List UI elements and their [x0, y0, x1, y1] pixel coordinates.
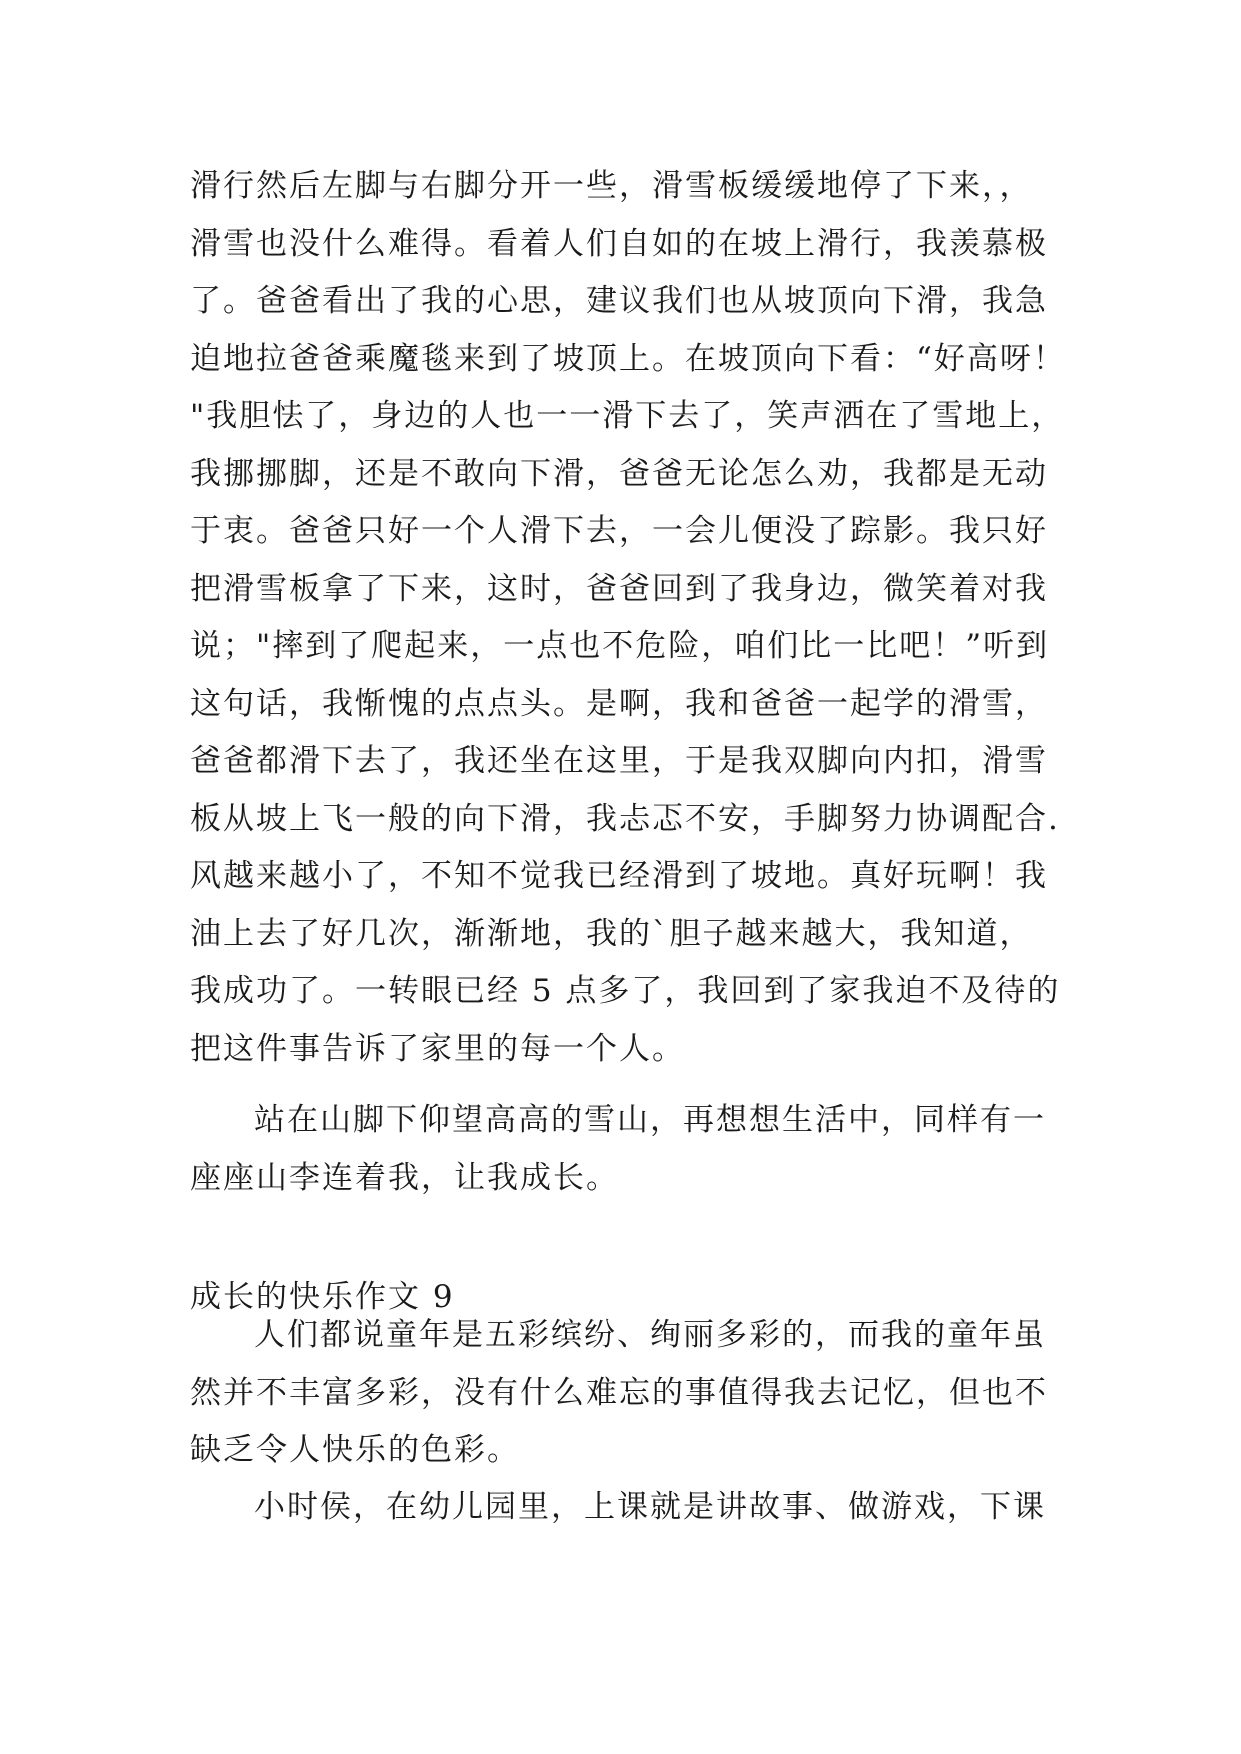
text-line: 了。爸爸看出了我的心思，建议我们也从坡顶向下滑，我急 [190, 283, 1048, 319]
paragraph-intro [190, 1307, 1070, 1480]
paragraph-childhood [190, 1479, 1070, 1537]
text-line: 小时侯，在幼儿园里，上课就是讲故事、做游戏，下课 [254, 1489, 1046, 1525]
text-line: 缺乏令人快乐的色彩。 [190, 1432, 520, 1468]
paragraph-continued [190, 158, 1070, 1078]
text-line: 座座山李连着我，让我成长。 [190, 1159, 619, 1196]
text-line: 风越来越小了，不知不觉我已经滑到了坡地。真好玩啊！我 [190, 858, 1048, 894]
section-heading-text: 成长的快乐作文 9 [190, 1279, 455, 1315]
text-line: 我挪挪脚，还是不敢向下滑，爸爸无论怎么劝，我都是无动 [190, 455, 1048, 492]
text-line: 然并不丰富多彩，没有什么难忘的事值得我去记忆，但也不 [190, 1374, 1048, 1411]
text-line: 滑雪也没什么难得。看着人们自如的在坡上滑行，我羡慕极 [190, 225, 1048, 262]
text-line: 说；"摔到了爬起来，一点也不危险，咱们比一比吧！”听到 [190, 628, 1050, 664]
text-line: 站在山脚下仰望高高的雪山，再想想生活中，同样有一 [254, 1102, 1046, 1138]
text-line: 迫地拉爸爸乘魔毯来到了坡顶上。在坡顶向下看：“好高呀！ [190, 340, 1066, 377]
text-line: "我胆怯了，身边的人也一一滑下去了，笑声洒在了雪地上， [190, 398, 1065, 434]
text-line: 我成功了。一转眼已经 5 点多了，我回到了家我迫不及待的 [190, 973, 1061, 1009]
paragraph-conclusion [190, 1092, 1070, 1207]
text-line: 板从坡上飞一般的向下滑，我忐忑不安，手脚努力协调配合. [190, 800, 1060, 837]
text-line: 于衷。爸爸只好一个人滑下去，一会儿便没了踪影。我只好 [190, 513, 1048, 549]
text-line: 这句话，我惭愧的点点头。是啊，我和爸爸一起学的滑雪， [190, 685, 1048, 722]
text-line: 把滑雪板拿了下来，这时，爸爸回到了我身边，微笑着对我 [190, 570, 1048, 607]
text-line: 爸爸都滑下去了，我还坐在这里，于是我双脚向内扣，滑雪 [190, 743, 1048, 779]
text-line: 人们都说童年是五彩缤纷、绚丽多彩的，而我的童年虽 [254, 1317, 1046, 1353]
text-line: 油上去了好几次，渐渐地，我的`胆子越来越大，我知道， [190, 915, 1033, 952]
text-line: 把这件事告诉了家里的每一个人。 [190, 1030, 685, 1067]
text-line: 滑行然后左脚与右脚分开一些，滑雪板缓缓地停了下来，， [190, 168, 1033, 204]
